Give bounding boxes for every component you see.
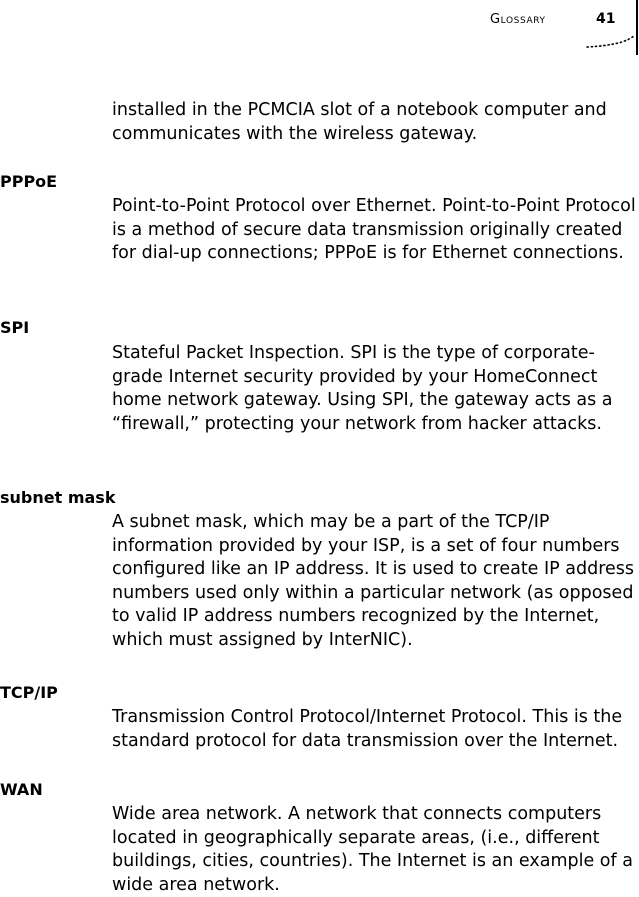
page-header: [0, 0, 639, 60]
glossary-term: TCP/IP: [0, 683, 58, 702]
page-number: 41: [596, 11, 616, 27]
glossary-definition: Wide area network. A network that connects computers located in geographically separate areas, (i.e., different buildings, cities, countries). The Internet is an example of a wide area network.: [112, 804, 633, 895]
dotted-curve-decoration: [586, 34, 636, 50]
glossary-term: SPI: [0, 318, 30, 337]
glossary-definition: Point-to-Point Protocol over Ethernet. Point-to-Point Protocol is a method of secure data transmission originally created for dial-up connections; PPPoE is for Ethernet connections.: [112, 196, 636, 263]
header-vertical-rule: [636, 0, 638, 55]
glossary-definition: A subnet mask, which may be a part of the TCP/IP information provided by your ISP, is a set of four numbers configured like an IP address. It is used to create IP address numbers used only within a particular network (as opposed to valid IP address numbers recognized by the Internet, which must assigned by InterNIC).: [112, 512, 635, 650]
section-title: Glossary: [490, 12, 546, 27]
glossary-term: PPPoE: [0, 172, 58, 191]
glossary-definition: Transmission Control Protocol/Internet Protocol. This is the standard protocol for data transmission over the Internet.: [112, 707, 623, 751]
glossary-definition: Stateful Packet Inspection. SPI is the type of corporate-grade Internet security provided by your HomeConnect home network gateway. Using SPI, the gateway acts as a “firewall,” protecting your network from hacker attacks.: [112, 343, 613, 434]
glossary-term: WAN: [0, 780, 43, 799]
glossary-term: subnet mask: [0, 488, 116, 507]
continued-paragraph: installed in the PCMCIA slot of a notebook computer and communicates with the wireless gateway.: [112, 100, 607, 144]
